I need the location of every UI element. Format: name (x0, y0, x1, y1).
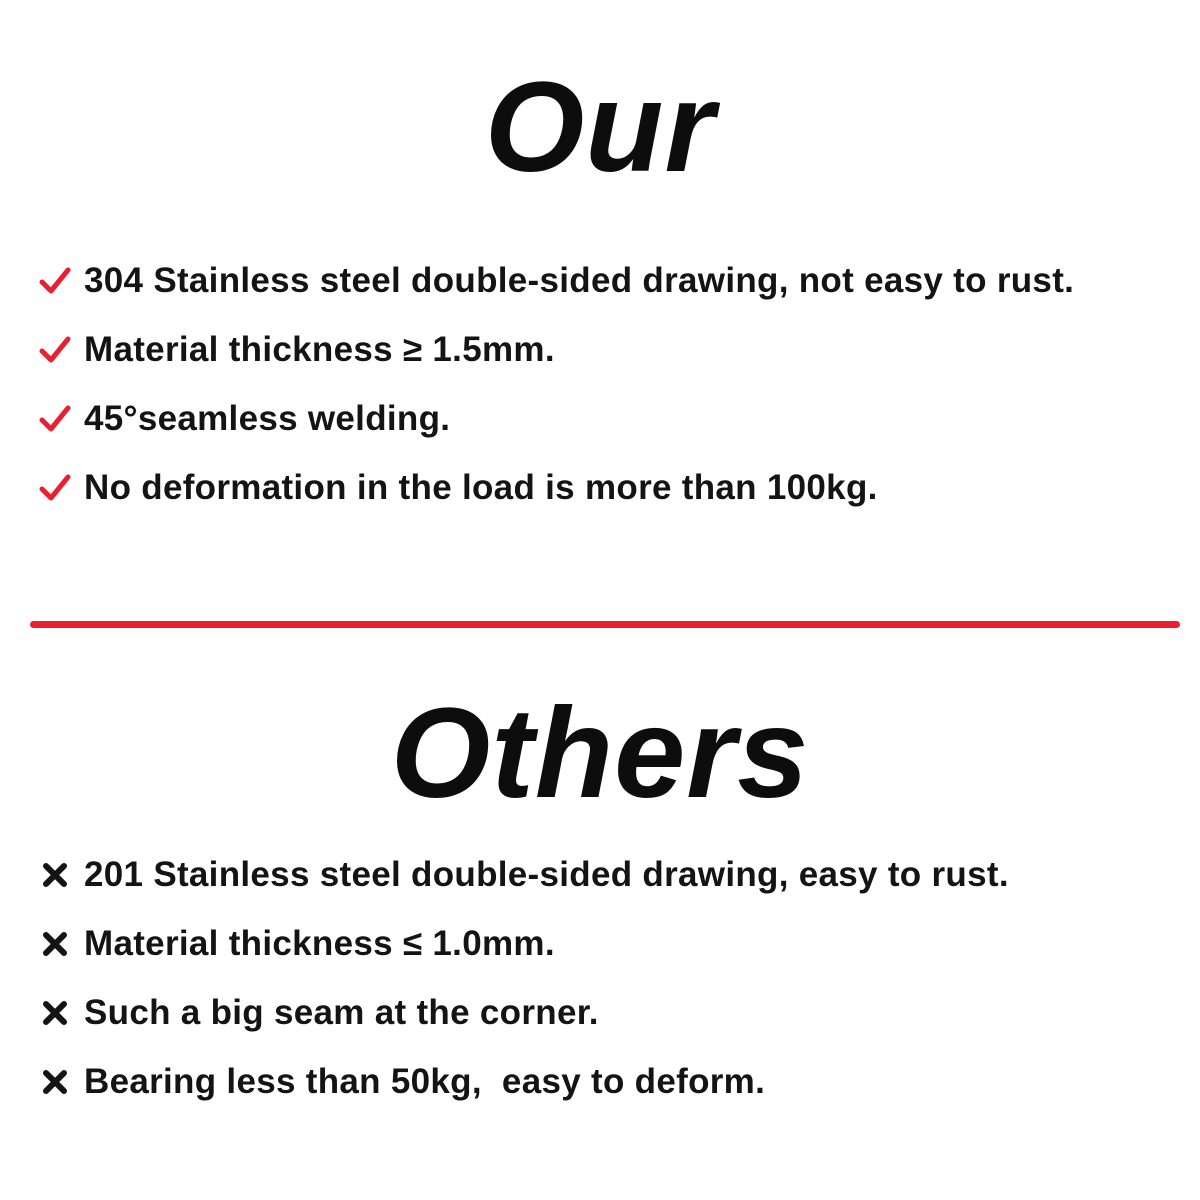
cross-mark-icon (36, 1063, 74, 1101)
check-mark-icon (36, 262, 74, 300)
list-item (36, 840, 1009, 909)
list-item (36, 978, 1009, 1047)
our-heading: Our (484, 56, 716, 199)
check-mark-icon (36, 469, 74, 507)
list-item (36, 909, 1009, 978)
feature-text: Such a big seam at the corner. (84, 992, 599, 1032)
feature-text: Material thickness ≤ 1.0mm. (84, 923, 555, 963)
list-item (36, 384, 1074, 453)
feature-text: 304 Stainless steel double-sided drawing, not easy to rust. (84, 260, 1075, 300)
check-mark-icon (36, 400, 74, 438)
feature-text: 201 Stainless steel double-sided drawing, easy to rust. (84, 854, 1009, 894)
check-mark-icon (36, 331, 74, 369)
feature-text: No deformation in the load is more than 100kg. (84, 467, 878, 507)
cross-mark-icon (36, 856, 74, 894)
feature-text: 45°seamless welding. (84, 398, 451, 438)
cross-mark-icon (36, 925, 74, 963)
feature-text: Material thickness ≥ 1.5mm. (84, 329, 555, 369)
our-feature-list (36, 246, 1074, 522)
others-feature-list (36, 840, 1009, 1116)
list-item (36, 1047, 1009, 1116)
list-item (36, 453, 1074, 522)
section-divider (30, 621, 1180, 628)
feature-text: Bearing less than 50kg, easy to deform. (84, 1061, 766, 1101)
cross-mark-icon (36, 994, 74, 1032)
list-item (36, 246, 1074, 315)
others-heading: Others (390, 682, 810, 825)
list-item (36, 315, 1074, 384)
